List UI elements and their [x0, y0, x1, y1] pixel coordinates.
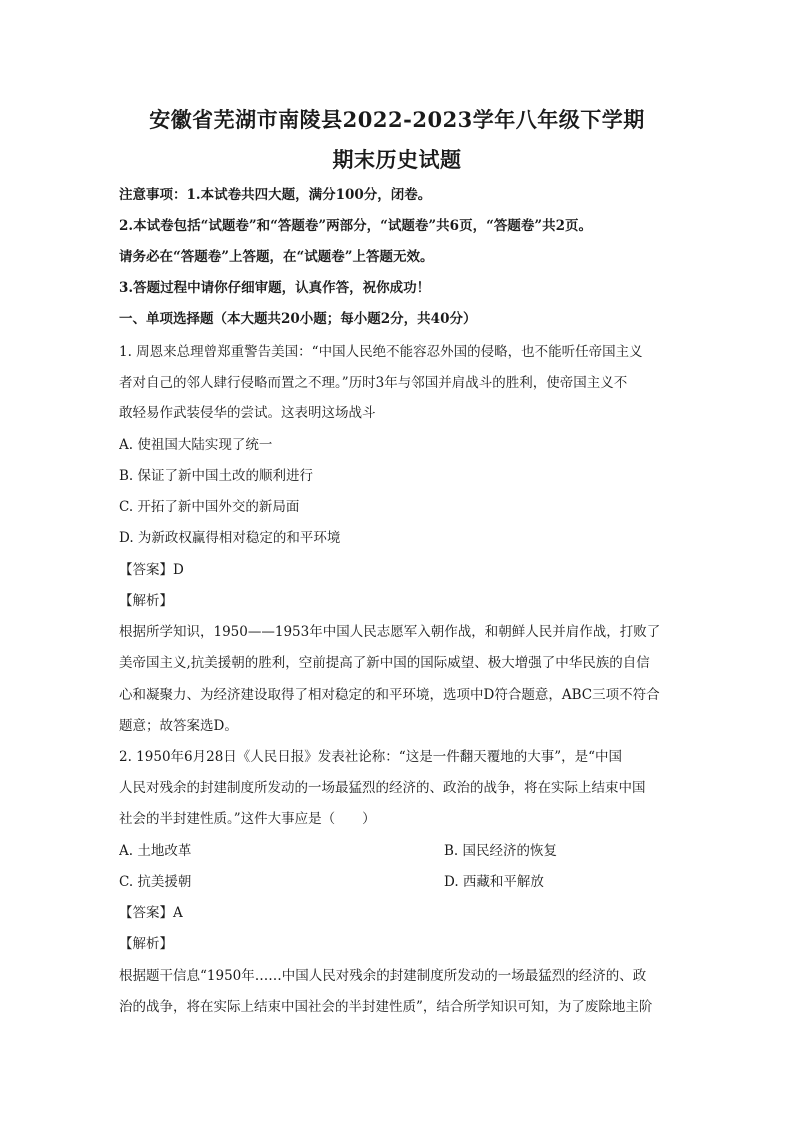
q1-stem-line-3: 敢轻易作武装侵华的尝试。这表明这场战斗 [119, 405, 376, 421]
q1-answer: 【答案】D [119, 562, 184, 578]
q1-option-a: A. 使祖国大陆实现了统一 [119, 437, 273, 453]
q2-option-a: A. 土地改革 [119, 843, 192, 859]
q1-analysis-line-2: 美帝国主义,抗美援朝的胜利，空前提高了新中国的国际威望、极大增强了中华民族的自信 [119, 655, 650, 671]
q2-stem-line-1: 2. 1950年6月28日《人民日报》发表社论称：“这是一件翻天覆地的大事”，是“中国 [119, 749, 622, 765]
q1-stem-line-1: 1. 周恩来总理曾郑重警告美国：“中国人民绝不能容忍外国的侵略，也不能听任帝国主义 [119, 344, 643, 360]
section-heading: 一、单项选择题（本大题共20小题；每小题2分，共40分） [119, 311, 477, 327]
q1-option-d: D. 为新政权赢得相对稳定的和平环境 [119, 530, 341, 546]
exam-subtitle: 期末历史试题 [332, 147, 462, 172]
notice-line-2: 2.本试卷包括“试题卷”和“答题卷”两部分，“试题卷”共6页，“答题卷”共2页。 [119, 218, 593, 234]
notice-line-1: 注意事项：1.本试卷共四大题，满分100分，闭卷。 [119, 187, 432, 203]
q2-option-d: D. 西藏和平解放 [444, 874, 544, 890]
q2-stem-line-3: 社会的半封建性质。”这件大事应是（ ） [119, 811, 376, 827]
q2-analysis-label: 【解析】 [119, 936, 173, 952]
exam-title: 安徽省芜湖市南陵县2022-2023学年八年级下学期 [149, 107, 645, 132]
q1-option-b: B. 保证了新中国土改的顺利进行 [119, 468, 314, 484]
q1-analysis-label: 【解析】 [119, 593, 173, 609]
q1-analysis-line-3: 心和凝聚力、为经济建设取得了相对稳定的和平环境，选项中D符合题意，ABC三项不符合 [119, 687, 660, 703]
q1-stem-line-2: 者对自己的邻人肆行侵略而置之不理。”历时3年与邻国并肩战斗的胜利，使帝国主义不 [119, 375, 628, 391]
q2-answer: 【答案】A [119, 905, 183, 921]
q1-analysis-line-1: 根据所学知识，1950——1953年中国人民志愿军入朝作战，和朝鲜人民并肩作战，打败了 [119, 624, 661, 640]
q1-analysis-line-4: 题意；故答案选D。 [119, 718, 238, 734]
q2-option-b: B. 国民经济的恢复 [444, 843, 558, 859]
q2-analysis-line-1: 根据题干信息“1950年……中国人民对残余的封建制度所发动的一场最猛烈的经济的、政 [119, 968, 647, 984]
q1-option-c: C. 开拓了新中国外交的新局面 [119, 499, 300, 515]
q2-analysis-line-2: 治的战争，将在实际上结束中国社会的半封建性质”，结合所学知识可知，为了废除地主阶 [119, 999, 653, 1015]
q2-option-c: C. 抗美援朝 [119, 874, 192, 890]
q2-stem-line-2: 人民对残余的封建制度所发动的一场最猛烈的经济的、政治的战争，将在实际上结束中国 [119, 780, 646, 796]
notice-line-4: 3.答题过程中请你仔细审题，认真作答，祝你成功！ [119, 280, 431, 296]
notice-line-3: 请务必在“答题卷”上答题，在“试题卷”上答题无效。 [119, 249, 434, 265]
